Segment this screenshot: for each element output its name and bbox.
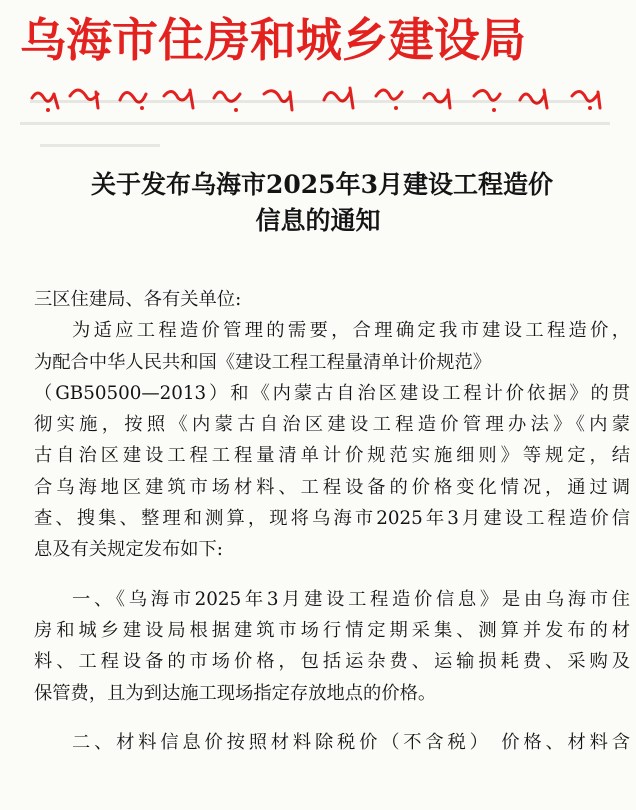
salutation: 三区住建局、各有关单位: [34,289,242,310]
paragraph-1-line: 古自治区建设工程工程量清单计价规范实施细则》等规定，结 [34,445,630,467]
paragraph-1-line: 息及有关规定发布如下: [34,539,223,561]
paragraph-1-line: 为适应工程造价管理的需要，合理确定我市建设工程造价， [72,320,630,342]
paragraph-2-line: 保管费，且为到达施工现场指定存放地点的价格。 [34,682,437,704]
paragraph-2-line: 料、工程设备的市场价格，包括运杂费、运输损耗费、采购及 [34,651,630,673]
reverse-side-bleed-through [0,96,636,156]
document-body [34,284,630,758]
paragraph-1-line: 查、搜集、整理和测算，现将乌海市2025年3月建设工程造价信 [34,508,630,530]
paragraph-3-line: 二、材料信息价按照材料除税价（不含税） 价格、材料含 [72,731,630,753]
paragraph-2-line: 一、《乌海市2025年3月建设工程造价信息》是由乌海市住 [72,588,630,610]
paragraph-1-line: （GB50500—2013）和《内蒙古自治区建设工程计价依据》的贯 [34,382,630,404]
document-title-line-2: 信息的通知 [255,206,381,235]
paragraph-1-line: 为配合中华人民共和国《建设工程工程量清单计价规范》 [34,351,492,373]
organization-letterhead: 乌海市住房和城乡建设局 [20,13,526,67]
document-title-line-1: 关于发布乌海市2025年3月建设工程造价 [91,170,553,199]
paragraph-2-line: 房和城乡建设局根据建筑市场行情定期采集、测算并发布的材 [34,619,630,641]
paragraph-1-line: 合乌海地区建筑市场材料、工程设备的价格变化情况，通过调 [34,476,630,498]
paragraph-1-line: 彻实施，按照《内蒙古自治区建设工程造价管理办法》《内蒙 [34,414,630,436]
